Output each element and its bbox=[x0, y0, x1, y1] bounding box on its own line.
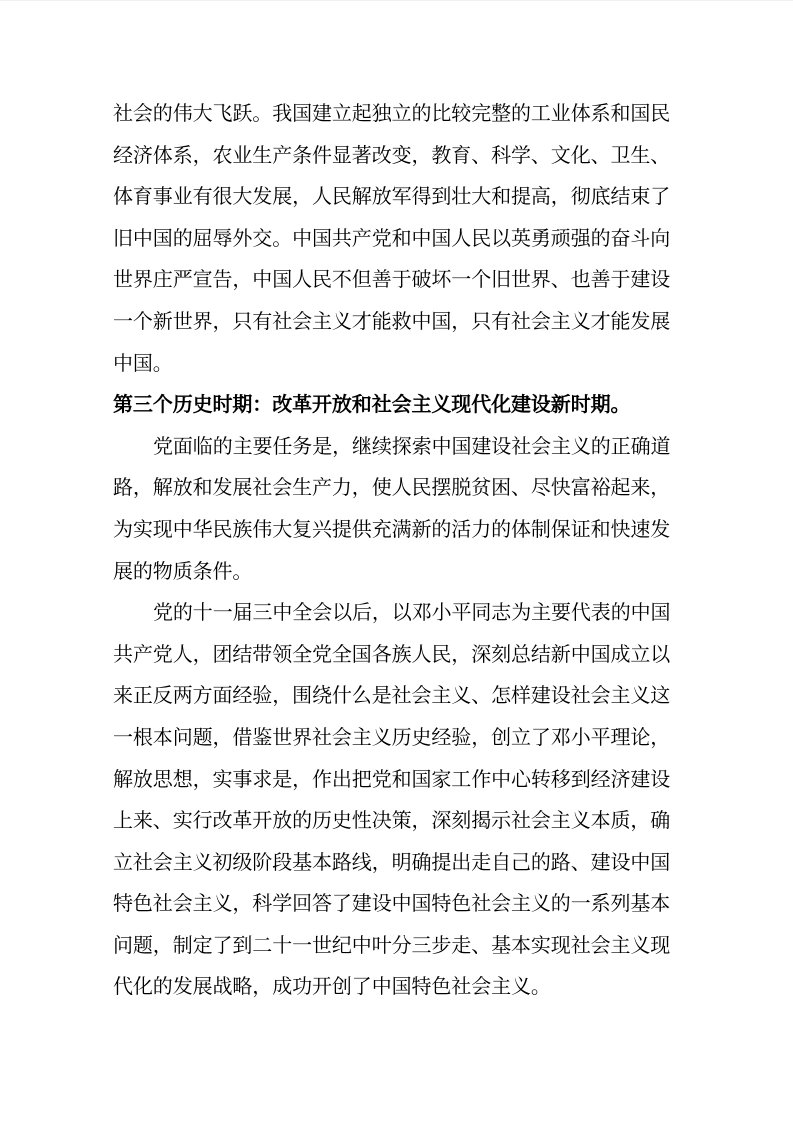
body-paragraph bbox=[113, 94, 680, 385]
text-line: 为实现中华民族伟大复兴提供充满新的活力的体制保证和快速发 bbox=[113, 518, 671, 541]
text-line: 解放思想，实事求是，作出把党和国家工作中心转移到经济建设 bbox=[113, 768, 671, 791]
document-content bbox=[113, 94, 680, 1009]
body-paragraph bbox=[113, 593, 680, 1009]
section-heading bbox=[113, 385, 680, 427]
text-line: 体育事业有很大发展，人民解放军得到壮大和提高，彻底结束了 bbox=[113, 186, 671, 209]
text-line: 一个新世界，只有社会主义才能救中国，只有社会主义才能发展 bbox=[113, 310, 671, 333]
page-top-edge bbox=[0, 0, 793, 1]
text-line: 经济体系，农业生产条件显著改变，教育、科学、文化、卫生、 bbox=[113, 144, 671, 167]
text-line: 展的物质条件。 bbox=[113, 560, 253, 583]
text-line: 特色社会主义，科学回答了建设中国特色社会主义的一系列基本 bbox=[113, 893, 671, 916]
text-line: 中国。 bbox=[113, 352, 173, 375]
text-line: 党面临的主要任务是，继续探索中国建设社会主义的正确道 bbox=[153, 435, 671, 458]
text-line: 党的十一届三中全会以后，以邓小平同志为主要代表的中国 bbox=[153, 602, 671, 625]
text-line: 共产党人，团结带领全党全国各族人民，深刻总结新中国成立以 bbox=[113, 643, 671, 666]
body-paragraph bbox=[113, 427, 680, 593]
text-line: 路，解放和发展社会生产力，使人民摆脱贫困、尽快富裕起来， bbox=[113, 477, 671, 500]
text-line: 社会的伟大飞跃。我国建立起独立的比较完整的工业体系和国民 bbox=[113, 103, 671, 125]
text-line: 立社会主义初级阶段基本路线，明确提出走自己的路、建设中国 bbox=[113, 851, 671, 874]
text-line: 世界庄严宣告，中国人民不但善于破坏一个旧世界、也善于建设 bbox=[113, 269, 671, 292]
text-line: 一根本问题，借鉴世界社会主义历史经验，创立了邓小平理论， bbox=[113, 726, 671, 749]
text-line: 问题，制定了到二十一世纪中叶分三步走、基本实现社会主义现 bbox=[113, 934, 671, 957]
text-line: 代化的发展战略，成功开创了中国特色社会主义。 bbox=[113, 976, 551, 999]
text-line: 上来、实行改革开放的历史性决策，深刻揭示社会主义本质，确 bbox=[113, 810, 671, 833]
text-line: 旧中国的屈辱外交。中国共产党和中国人民以英勇顽强的奋斗向 bbox=[113, 227, 671, 250]
heading-line: 第三个历史时期：改革开放和社会主义现代化建设新时期。 bbox=[113, 394, 631, 417]
text-line: 来正反两方面经验，围绕什么是社会主义、怎样建设社会主义这 bbox=[113, 685, 671, 708]
